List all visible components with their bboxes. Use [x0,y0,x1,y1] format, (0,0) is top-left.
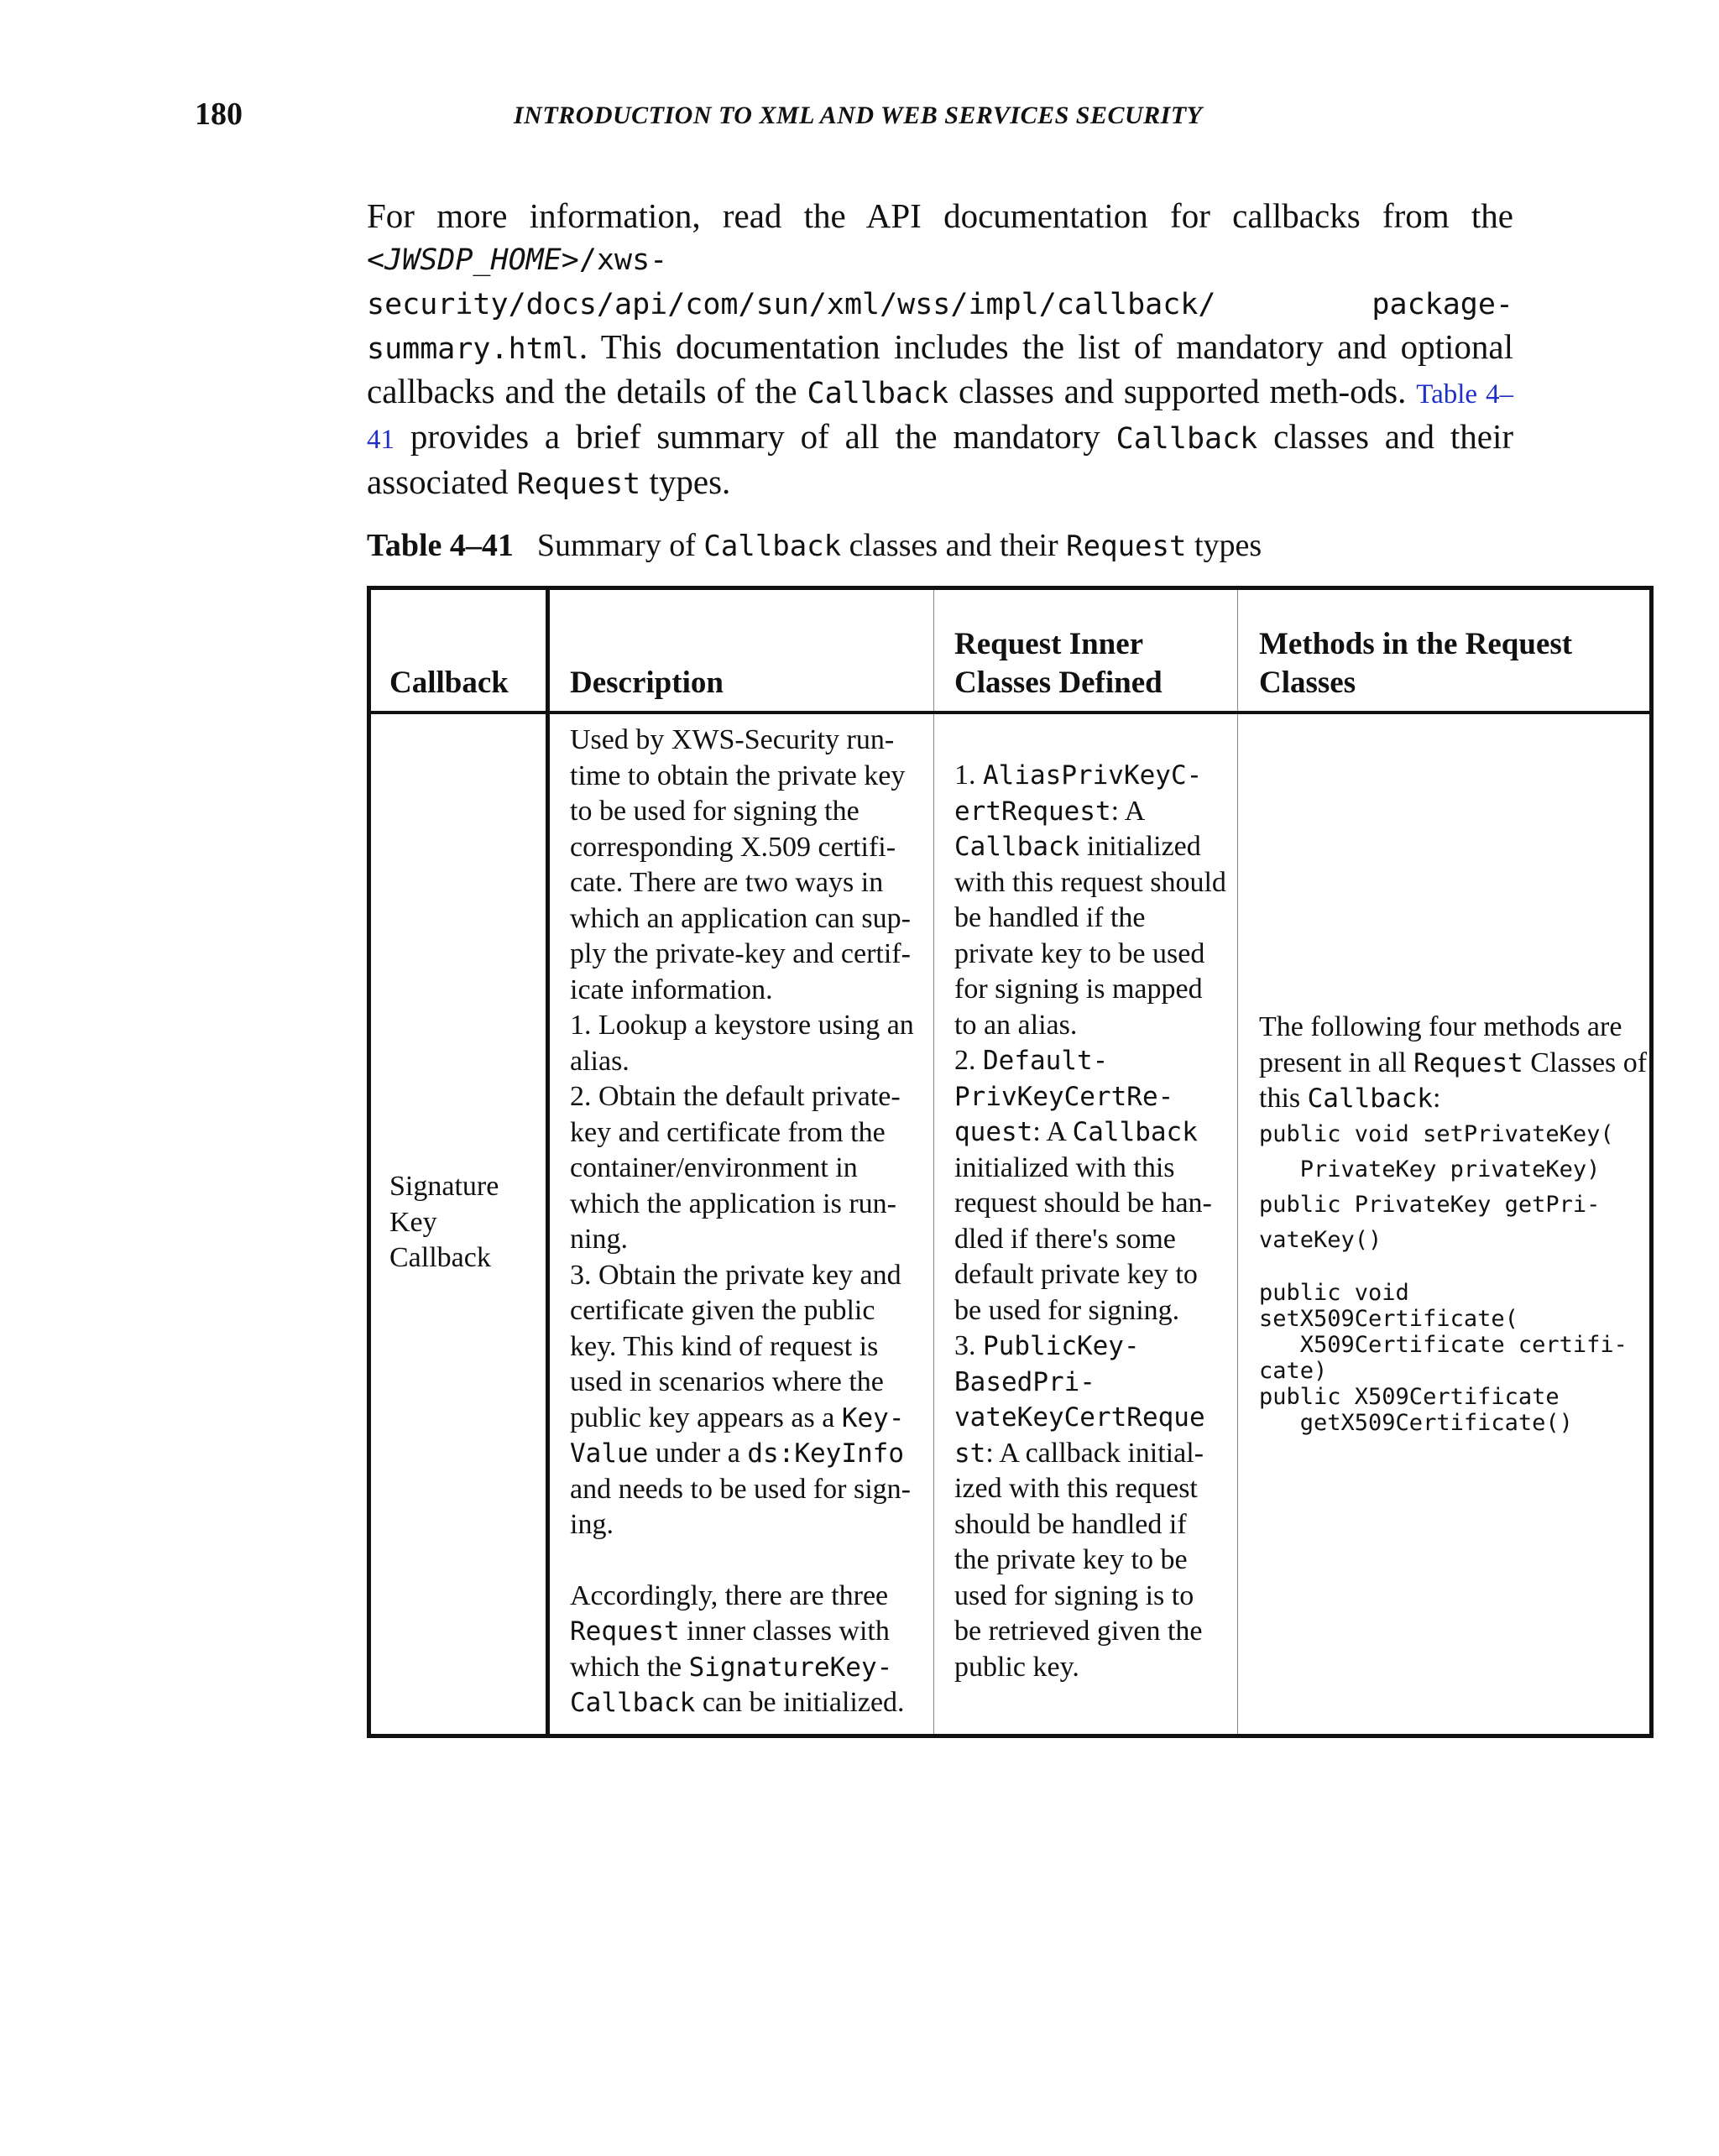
methods-cell [1259,1010,1649,1436]
methods-intro [1259,1010,1649,1117]
desc-item3-code1: Key-Value [570,1402,905,1469]
inner-classes-cell [954,758,1227,1685]
desc-item3-b: under a [648,1438,748,1469]
table-link[interactable]: Table 4–41 [367,379,1513,455]
methods-spacer [1259,1258,1649,1280]
description-spacer [570,1543,922,1579]
method-get-private-key: public PrivateKey getPri- vateKey() [1259,1191,1601,1253]
methods-intro-c: : [1432,1083,1441,1114]
caption-text-a: Summary of [536,528,704,563]
intro-text-3: classes and supported meth-ods. [948,372,1417,410]
inner3-code: PublicKey-BasedPri-vateKeyCertReque st [954,1331,1205,1469]
intro-text-4: provides a brief summary of all the mandatory [394,417,1116,456]
methods-intro-a: The following four methods are present in all [1259,1011,1622,1078]
intro-text-6: types. [640,462,731,501]
inner1-b: initialized with this request should be handled if the private key to be used for signing is mapped to an alias. [954,831,1226,1041]
path-rest: /xws-security/docs/api/com/sun/xml/wss/impl/callback/ [367,243,1216,321]
inner2-code2: Callback [1072,1117,1198,1147]
desc-item3-code2: ds:KeyInfo [747,1438,904,1469]
methods-intro-code2: Callback [1307,1083,1433,1114]
caption-code-b: Request [1066,530,1187,563]
caption-code-a: Callback [703,530,842,563]
column-callback [371,590,550,1734]
inner1-a: : A [1110,795,1144,827]
callback-name: Signature Key Callback [389,1171,499,1273]
inner3-num: 3. [954,1330,983,1361]
header-inner-classes: Request Inner Classes Defined [954,627,1163,700]
inner2-a: : A [1032,1116,1073,1147]
desc-p2-a: Accordingly, there are three [570,1579,889,1611]
description-cell [570,723,922,1721]
request-word: Request [516,467,641,501]
method-set-private-key: public void setPrivateKey( PrivateKey privateKey) [1259,1120,1614,1182]
desc-p2-code2: SignatureKey-Callback [570,1652,893,1718]
inner3-b: : A callback initial-ized with this request should be handled if the private key to be used for signing is to be retrieved given the public key. [954,1437,1204,1683]
inner1-code2: Callback [954,832,1080,862]
callback-word-2: Callback [1116,422,1258,456]
header-methods: Methods in the Request Classes [1259,627,1573,700]
inner2-num: 2. [954,1045,983,1076]
intro-text-1: For more information, read the API documentation for callbacks from the [367,196,1513,235]
method-x509: public void setX509Certificate( X509Certificate certifi- cate) public X509Certificate getX509Certificate() [1259,1279,1628,1436]
intro-paragraph [367,195,1513,505]
desc-p2-b: inner classes with which the [570,1616,890,1683]
caption-label: Table 4–41 [367,528,514,563]
intro-text-5: classes and their associated [367,417,1513,501]
desc-p2-code1: Request [570,1616,680,1647]
inner1-code: AliasPrivKeyC-ertRequest [954,760,1203,827]
description-item-2: 2. Obtain the default private-key and certificate from the container/environment in which the application is run-ning. [570,1081,901,1255]
running-header: INTRODUCTION TO XML AND WEB SERVICES SECURITY [514,102,1203,129]
desc-item3-a: 3. Obtain the private key and certificate given the public key. This kind of request is used in scenarios where the public key appears as a [570,1259,901,1433]
inner2-code: Default-PrivKeyCertRe-quest [954,1046,1174,1147]
header-description: Description [570,666,724,700]
description-item-1: 1. Lookup a keystore using an alias. [570,1010,914,1077]
desc-item3-c: and needs to be used for sign-ing. [570,1473,912,1540]
table-caption [367,525,1542,567]
inner-class-2 [954,1043,1227,1329]
inner2-b: initialized with this request should be han-dled if there's some default private key to be used for signing. [954,1151,1212,1326]
header-callback: Callback [389,666,509,700]
intro-text-2: . This documentation includes the list of mandatory and optional callbacks and the details of the [367,327,1513,410]
description-para-2 [570,1579,922,1721]
callback-word: Callback [807,377,949,410]
page-number: 180 [195,97,243,132]
description-para-1: Used by XWS-Security run-time to obtain the private key to be used for signing the corresponding X.509 certifi-cate. There are two ways in which an application can sup-ply the private-key and certif-icate information. [570,724,911,1005]
inner-class-3 [954,1329,1227,1685]
desc-p2-c: can be initialized. [695,1687,905,1718]
path-variable: <JWSDP_HOME> [367,243,579,277]
header-divider [371,711,1649,714]
inner1-num: 1. [954,760,983,791]
caption-text-b: classes and their [841,528,1067,563]
caption-text-c: types [1186,528,1262,563]
path-file: package-summary.html [367,288,1513,366]
summary-table [367,586,1654,1738]
description-item-3 [570,1258,922,1543]
methods-intro-code: Request [1413,1047,1523,1078]
methods-intro-b: Classes of this [1259,1047,1648,1114]
inner-class-1 [954,758,1227,1043]
